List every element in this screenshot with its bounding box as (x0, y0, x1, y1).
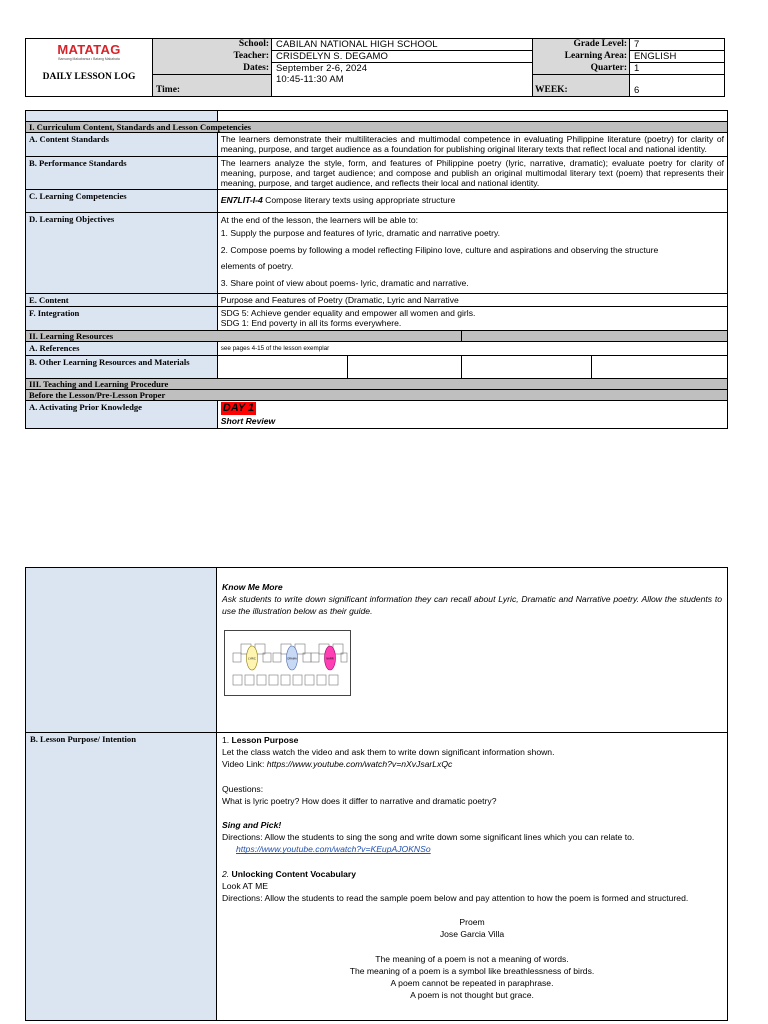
lp-text: Let the class watch the video and ask them to write down significant information shown. (222, 747, 555, 758)
header-block (25, 38, 725, 97)
content-standards-text: The learners demonstrate their multiliteracies and multimodal competence in evaluating Philippine literature (poetry) for clarity of meaning, purpose, and target audience as a foundation for publishing original literary texts that reflect local and national identity. (217, 133, 727, 157)
poem-title: Proem (459, 917, 485, 928)
objective-1: 1. Supply the purpose and features of lyric, dramatic and narrative poetry. (220, 227, 501, 238)
school-label: School: (238, 39, 269, 49)
lesson-table (25, 110, 728, 429)
sdg-1: SDG 1: End poverty in all its forms everywhere. (220, 318, 402, 329)
performance-standards-label: B. Performance Standards (26, 156, 218, 190)
poetry-diagram (224, 630, 351, 696)
lesson-purpose-label: B. Lesson Purpose/ Intention (30, 734, 137, 744)
references-label: A. References (26, 341, 218, 355)
right-value-block (629, 38, 725, 97)
objective-2: 2. Compose poems by following a model reflecting Filipino love, culture and aspirations and observing the structure (220, 245, 659, 256)
competency-text: Compose literary texts using appropriate structure (262, 195, 456, 206)
video-link[interactable]: https://www.youtube.com/watch?v=nXvJsarLxQc (266, 759, 453, 770)
grade-label: Grade Level: (573, 39, 627, 49)
time-value: 10:45-11:30 AM (276, 74, 344, 85)
week-value: 6 (634, 85, 640, 96)
time-label: Time: (156, 85, 181, 95)
dates-value: September 2-6, 2024 (276, 63, 368, 74)
look-label: Look AT ME (222, 880, 269, 891)
objectives-cell (217, 213, 727, 293)
dates-label: Dates: (243, 63, 269, 73)
poem-line-2: The meaning of a poem is a symbol like breathlessness of birds. (349, 965, 595, 976)
objectives-label: D. Learning Objectives (26, 213, 218, 293)
poem-line-3: A poem cannot be repeated in paraphrase. (390, 978, 554, 989)
content-text: Purpose and Features of Poetry (Dramatic, Lyric and Narrative (217, 293, 727, 306)
prior-knowledge-label: A. Activating Prior Knowledge (26, 400, 218, 428)
sing-title: Sing and Pick! (222, 820, 282, 831)
short-review: Short Review (220, 415, 276, 426)
competency-code: EN7LIT-I-4 (220, 195, 263, 206)
questions-label: Questions: (222, 783, 264, 794)
section-curriculum: I. Curriculum Content, Standards and Lesson Competencies (26, 122, 728, 133)
questions-text: What is lyric poetry? How does it differ to narrative and dramatic poetry? (222, 795, 497, 806)
poem-author: Jose Garcia Villa (439, 929, 505, 940)
log-title: DAILY LESSON LOG (42, 72, 136, 82)
diagram-label-drama: DRAMA (287, 657, 297, 661)
objective-2b: elements of poetry. (220, 261, 294, 272)
know-title: Know Me More (222, 582, 283, 592)
look-text: Directions: Allow the students to read the sample poem below and pay attention to how the poem is formed and structured. (222, 893, 689, 904)
teacher-value: CRISDELYN S. DEGAMO (276, 51, 389, 62)
day-badge: DAY 1 (222, 401, 255, 414)
vocab-heading: 2. Unlocking Content Vocabulary (222, 868, 357, 879)
lp-heading: 1. Lesson Purpose (222, 735, 299, 745)
poem-line-1: The meaning of a poem is not a meaning of words. (375, 953, 569, 964)
integration-cell (217, 306, 727, 330)
section-resources: II. Learning Resources (26, 330, 462, 341)
quarter-label: Quarter: (590, 63, 627, 73)
content-standards-label: A. Content Standards (26, 133, 218, 157)
references-text: see pages 4-15 of the lesson exemplar (217, 341, 727, 355)
section-procedure: III. Teaching and Learning Procedure (26, 378, 728, 389)
section-before: Before the Lesson/Pre-Lesson Proper (26, 389, 728, 400)
quarter-value: 1 (634, 63, 640, 74)
matatag-logo: MATATAG (57, 42, 121, 57)
objectives-intro: At the end of the lesson, the learners will be able to: (220, 215, 419, 226)
page2-table (25, 567, 728, 1021)
prior-knowledge-cell (217, 400, 727, 428)
sing-text: Directions: Allow the students to sing the song and write down some significant lines which you can relate to. (222, 832, 635, 843)
grade-value: 7 (634, 39, 640, 50)
area-value: ENGLISH (634, 51, 677, 62)
performance-standards-text: The learners analyze the style, form, and features of Philippine poetry (lyric, narrative, dramatic); evaluate poetry for clarity of meaning, purpose, and target audience; and compose and publish an original multimodal literary text (poem) that represents their meaning, purpose, and target audience, and reflects their local and national identity. (217, 156, 727, 190)
know-me-more (222, 581, 722, 617)
area-label: Learning Area: (564, 51, 627, 61)
teacher-label: Teacher: (233, 51, 269, 61)
week-label: WEEK: (535, 85, 568, 95)
diagram-label-narr: NARR (326, 657, 334, 661)
competencies-cell (217, 190, 727, 213)
competencies-label: C. Learning Competencies (26, 190, 218, 213)
sdg-5: SDG 5: Achieve gender equality and empower all women and girls. (220, 307, 476, 318)
other-resources-label: B. Other Learning Resources and Materials (26, 355, 218, 378)
logo-cell (25, 38, 153, 97)
content-label: E. Content (26, 293, 218, 306)
diagram-graphic (225, 631, 350, 695)
logo-tagline: Bansang Makabansa • Batang Makabata (58, 57, 120, 61)
sing-link[interactable]: https://www.youtube.com/watch?v=KEupAJOKNSo (236, 844, 431, 855)
know-text: Ask students to write down significant information they can recall about Lyric, Dramatic and Narrative poetry. Allow the students to use the illustration below as their guide. (222, 594, 722, 616)
lesson-purpose-content (222, 734, 722, 1001)
integration-label: F. Integration (26, 306, 218, 330)
diagram-label-lyric: LYRIC (248, 657, 256, 661)
objective-3: 3. Share point of view about poems- lyric, dramatic and narrative. (220, 278, 469, 289)
poem-line-4: A poem is not thought but grace. (410, 990, 534, 1001)
school-value: CABILAN NATIONAL HIGH SCHOOL (276, 39, 438, 50)
video-line: Video Link: https://www.youtube.com/watch?v=nXvJsarLxQc (222, 759, 453, 770)
